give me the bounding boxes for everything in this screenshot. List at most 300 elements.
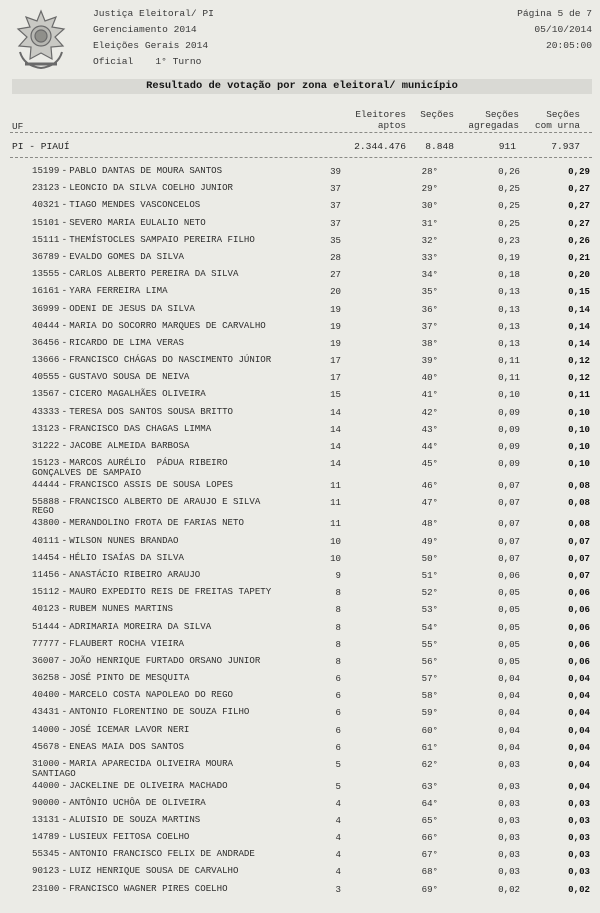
row-name: LEONCIO DA SILVA COELHO JUNIOR [69,182,234,194]
row-percent-aggregated: 0,07 [498,535,520,547]
row-rank: 63° [421,780,438,792]
table-row [0,739,600,756]
row-votes: 4 [335,849,341,861]
row-name: JOÃO HENRIQUE FURTADO ORSANO JUNIOR [69,654,261,666]
row-candidate [32,355,322,365]
row-name: GUSTAVO SOUSA DE NEIVA [69,371,190,383]
row-code: 13555 [32,268,60,280]
row-votes: 19 [330,303,341,315]
row-code: 40400 [32,689,60,701]
row-votes: 6 [335,741,341,753]
row-name: JACOBE ALMEIDA BARBOSA [69,440,190,451]
row-separator: - [61,551,68,563]
row-code: 40321 [32,199,60,211]
row-rank: 34° [421,269,438,281]
row-votes: 8 [335,655,341,667]
col-header-sections: Seções [420,109,454,120]
table-row [0,421,600,438]
row-name: CARLOS ALBERTO PEREIRA DA SILVA [69,268,239,280]
row-candidate [32,832,322,842]
row-votes: 39 [330,166,341,177]
round-label: 1° Turno [155,56,202,67]
col-header-voters-line1: Eleitores [355,109,406,120]
row-code: 55888 [32,495,60,507]
row-rank: 58° [421,690,438,702]
row-name-continued: REGO [32,505,54,517]
row-percent-with-urn: 0,15 [568,286,590,298]
state-total-label: PI - PIAUÍ [12,141,70,152]
row-name: ANASTÁCIO RIBEIRO ARAUJO [69,568,201,580]
row-percent-aggregated: 0,25 [498,217,520,229]
organization-name: Justiça Eleitoral/ PI [93,8,214,19]
table-row [0,352,600,369]
col-header-with-urn-line1: Seções [546,109,580,120]
row-votes: 4 [335,832,341,844]
row-separator: - [61,233,68,245]
table-row [0,232,600,249]
row-rank: 38° [421,337,438,349]
row-votes: 19 [330,337,341,349]
row-votes: 37 [330,200,341,212]
row-code: 90123 [32,865,60,877]
row-percent-with-urn: 0,06 [568,621,590,633]
row-separator: - [61,654,68,666]
row-percent-with-urn: 0,04 [568,690,590,702]
row-rank: 49° [421,535,438,547]
row-rank: 37° [421,320,438,332]
row-separator: - [61,216,68,228]
row-code: 36258 [32,672,60,684]
table-row [0,404,600,421]
row-code: 43800 [32,517,60,529]
table-row [0,619,600,636]
row-rank: 40° [421,372,438,384]
row-separator: - [61,586,68,598]
row-name: PABLO DANTAS DE MOURA SANTOS [69,165,223,176]
row-percent-with-urn: 0,04 [568,759,590,770]
row-votes: 5 [335,780,341,792]
row-separator: - [61,706,68,718]
row-percent-with-urn: 0,04 [568,707,590,719]
table-row [0,180,600,197]
row-percent-aggregated: 0,09 [498,441,520,452]
row-code: 77777 [32,637,60,649]
row-rank: 36° [421,303,438,315]
row-code: 15112 [32,586,60,598]
row-code: 43431 [32,706,60,718]
table-row [0,533,600,550]
row-separator: - [61,422,68,434]
row-percent-aggregated: 0,02 [498,883,520,895]
table-row [0,778,600,795]
row-candidate [32,458,322,477]
row-rank: 64° [421,797,438,809]
row-rank: 44° [421,441,438,452]
row-votes: 4 [335,866,341,878]
status-label: Oficial [93,56,134,67]
row-name: MERANDOLINO FROTA DE FARIAS NETO [69,517,244,529]
table-row [0,601,600,618]
coat-of-arms-logo [10,8,72,72]
row-rank: 68° [421,866,438,878]
table-row [0,301,600,318]
row-percent-aggregated: 0,26 [498,166,520,177]
row-votes: 14 [330,458,341,470]
row-candidate [32,497,322,516]
row-separator: - [61,319,68,331]
row-percent-aggregated: 0,09 [498,406,520,418]
row-name: FRANCISCO CHÁGAS DO NASCIMENTO JÚNIOR [69,354,272,366]
row-percent-with-urn: 0,10 [568,441,590,452]
row-code: 36999 [32,302,60,314]
row-candidate [32,866,322,876]
col-header-aggregated [455,109,519,131]
row-separator: - [61,268,68,280]
system-name: Gerenciamento 2014 [93,24,197,35]
row-votes: 14 [330,406,341,418]
row-percent-aggregated: 0,03 [498,759,520,770]
row-candidate [32,536,322,546]
row-rank: 56° [421,655,438,667]
row-candidate [32,166,322,176]
row-code: 13131 [32,813,60,825]
row-votes: 3 [335,883,341,895]
row-candidate [32,235,322,245]
row-separator: - [61,517,68,529]
row-rank: 57° [421,673,438,685]
row-votes: 4 [335,814,341,826]
row-votes: 15 [330,389,341,401]
row-rank: 67° [421,849,438,861]
table-row [0,881,600,898]
row-name: ADRIMARIA MOREIRA DA SILVA [69,620,212,632]
row-percent-with-urn: 0,07 [568,552,590,564]
row-candidate [32,518,322,528]
table-row [0,318,600,335]
row-separator: - [61,603,68,615]
row-rank: 50° [421,552,438,564]
row-candidate [32,372,322,382]
row-percent-aggregated: 0,04 [498,673,520,685]
row-candidate [32,656,322,666]
row-separator: - [61,354,68,366]
row-rank: 69° [421,883,438,895]
row-separator: - [61,250,68,262]
row-candidate [32,480,322,490]
row-rank: 66° [421,832,438,844]
row-candidate [32,389,322,399]
row-separator: - [61,723,68,735]
row-percent-with-urn: 0,27 [568,183,590,195]
row-separator: - [61,848,68,860]
table-row [0,636,600,653]
row-percent-with-urn: 0,04 [568,780,590,792]
row-code: 13123 [32,422,60,434]
row-separator: - [61,388,68,400]
row-code: 13666 [32,354,60,366]
row-votes: 8 [335,638,341,650]
row-percent-with-urn: 0,03 [568,849,590,861]
row-percent-with-urn: 0,14 [568,337,590,349]
row-name: ANTONIO FLORENTINO DE SOUZA FILHO [69,706,250,718]
row-votes: 14 [330,423,341,435]
row-candidate [32,338,322,348]
row-percent-aggregated: 0,04 [498,690,520,702]
row-separator: - [61,440,68,451]
row-separator: - [61,779,68,791]
table-row [0,163,600,180]
row-percent-with-urn: 0,10 [568,423,590,435]
table-row [0,215,600,232]
row-code: 14000 [32,723,60,735]
table-row [0,369,600,386]
table-row [0,266,600,283]
row-percent-aggregated: 0,11 [498,355,520,367]
row-name: FRANCISCO WAGNER PIRES COELHO [69,882,228,894]
row-separator: - [61,796,68,808]
row-separator: - [61,758,68,769]
table-row [0,863,600,880]
row-rank: 42° [421,406,438,418]
row-percent-aggregated: 0,04 [498,724,520,736]
table-row [0,687,600,704]
row-name: YARA FERREIRA LIMA [69,285,168,297]
row-percent-aggregated: 0,05 [498,604,520,616]
col-header-with-urn-line2: com urna [534,120,580,131]
table-row [0,494,600,516]
row-separator: - [61,336,68,348]
row-votes: 10 [330,552,341,564]
row-candidate [32,849,322,859]
col-header-voters [340,109,406,131]
row-percent-with-urn: 0,08 [568,518,590,530]
row-percent-with-urn: 0,12 [568,372,590,384]
row-separator: - [61,199,68,211]
row-percent-with-urn: 0,10 [568,458,590,470]
row-name: MARCOS AURÉLIO PÁDUA RIBEIRO [69,457,228,469]
table-row [0,455,600,477]
row-rank: 41° [421,389,438,401]
row-rank: 51° [421,569,438,581]
row-candidate [32,218,322,228]
row-candidate [32,553,322,563]
row-name: ANTÔNIO UCHÔA DE OLIVEIRA [69,796,206,808]
row-candidate [32,183,322,193]
row-code: 15199 [32,165,60,176]
row-candidate [32,639,322,649]
row-percent-with-urn: 0,04 [568,724,590,736]
row-votes: 8 [335,621,341,633]
row-name: RICARDO DE LIMA VERAS [69,336,184,348]
table-row [0,756,600,778]
row-candidate [32,570,322,580]
row-candidate [32,304,322,314]
row-candidate [32,707,322,717]
row-votes: 6 [335,690,341,702]
table-row [0,438,600,455]
row-candidate [32,604,322,614]
row-candidate [32,441,322,451]
row-separator: - [61,865,68,877]
row-votes: 14 [330,441,341,452]
row-percent-with-urn: 0,04 [568,673,590,685]
row-rank: 31° [421,217,438,229]
row-votes: 17 [330,355,341,367]
row-percent-with-urn: 0,21 [568,251,590,263]
col-header-uf: UF [12,121,24,132]
row-rank: 60° [421,724,438,736]
table-row [0,584,600,601]
row-name: HÉLIO ISAÍAS DA SILVA [69,551,184,563]
row-name: CICERO MAGALHÃES OLIVEIRA [69,388,206,400]
row-percent-with-urn: 0,06 [568,587,590,599]
row-name: MARIA APARECIDA OLIVEIRA MOURA [69,758,234,769]
col-header-aggregated-line1: Seções [485,109,519,120]
table-row [0,550,600,567]
row-percent-aggregated: 0,06 [498,569,520,581]
row-percent-with-urn: 0,03 [568,814,590,826]
report-header-right [517,6,592,54]
col-header-aggregated-line2: agregadas [468,120,519,131]
row-candidate [32,759,322,778]
row-code: 40111 [32,534,60,546]
row-percent-with-urn: 0,14 [568,303,590,315]
row-candidate [32,622,322,632]
state-total-voters: 2.344.476 [354,141,406,152]
row-votes: 5 [335,759,341,770]
row-percent-with-urn: 0,11 [568,389,590,401]
row-percent-with-urn: 0,06 [568,638,590,650]
row-name: ODENI DE JESUS DA SILVA [69,302,195,314]
row-percent-aggregated: 0,13 [498,320,520,332]
row-separator: - [61,457,68,469]
row-code: 14454 [32,551,60,563]
row-rank: 28° [421,166,438,177]
row-votes: 37 [330,183,341,195]
row-separator: - [61,882,68,894]
row-name: MARIA DO SOCORRO MARQUES DE CARVALHO [69,319,266,331]
row-rank: 30° [421,200,438,212]
row-candidate [32,424,322,434]
row-percent-aggregated: 0,05 [498,621,520,633]
table-row [0,249,600,266]
row-percent-with-urn: 0,14 [568,320,590,332]
row-name: RUBEM NUNES MARTINS [69,603,173,615]
row-separator: - [61,637,68,649]
row-code: 15111 [32,233,60,245]
row-percent-with-urn: 0,03 [568,866,590,878]
row-votes: 11 [330,479,341,491]
row-percent-aggregated: 0,07 [498,518,520,530]
row-code: 15101 [32,216,60,228]
table-row [0,722,600,739]
row-votes: 28 [330,251,341,263]
election-name: Eleições Gerais 2014 [93,40,209,51]
row-code: 55345 [32,848,60,860]
row-separator: - [61,534,68,546]
row-votes: 6 [335,707,341,719]
row-percent-aggregated: 0,13 [498,303,520,315]
row-percent-with-urn: 0,02 [568,883,590,895]
row-rank: 46° [421,479,438,491]
row-votes: 20 [330,286,341,298]
row-percent-aggregated: 0,07 [498,552,520,564]
state-total-with-urn: 7.937 [551,141,580,152]
row-code: 36456 [32,336,60,348]
row-separator: - [61,405,68,417]
row-candidate [32,587,322,597]
row-rank: 35° [421,286,438,298]
row-code: 40123 [32,603,60,615]
row-percent-with-urn: 0,04 [568,741,590,753]
row-name: EVALDO GOMES DA SILVA [69,250,184,262]
row-percent-aggregated: 0,19 [498,251,520,263]
row-separator: - [61,495,68,507]
row-candidate [32,407,322,417]
row-candidate [32,798,322,808]
row-percent-with-urn: 0,07 [568,535,590,547]
row-percent-aggregated: 0,25 [498,183,520,195]
row-name: THEMÍSTOCLES SAMPAIO PEREIRA FILHO [69,233,255,245]
row-votes: 6 [335,724,341,736]
row-percent-with-urn: 0,03 [568,832,590,844]
col-header-voters-line2: aptos [377,120,406,131]
row-percent-aggregated: 0,03 [498,832,520,844]
row-percent-aggregated: 0,04 [498,707,520,719]
row-candidate [32,884,322,894]
row-name: LUSIEUX FEITOSA COELHO [69,831,190,843]
row-code: 14789 [32,831,60,843]
row-code: 90000 [32,796,60,808]
row-rank: 54° [421,621,438,633]
table-row [0,846,600,863]
row-rank: 45° [421,458,438,470]
row-votes: 9 [335,569,341,581]
row-rank: 52° [421,587,438,599]
row-candidate [32,286,322,296]
row-code: 23123 [32,182,60,194]
table-row [0,670,600,687]
row-votes: 19 [330,320,341,332]
row-votes: 37 [330,217,341,229]
row-rank: 33° [421,251,438,263]
row-votes: 17 [330,372,341,384]
row-code: 15123 [32,457,60,469]
row-rank: 47° [421,496,438,508]
row-percent-with-urn: 0,03 [568,797,590,809]
row-percent-aggregated: 0,03 [498,797,520,809]
state-total-sections: 8.848 [425,141,454,152]
row-code: 36007 [32,654,60,666]
row-percent-aggregated: 0,03 [498,780,520,792]
row-percent-with-urn: 0,06 [568,655,590,667]
row-code: 44000 [32,779,60,791]
row-votes: 11 [330,518,341,530]
row-percent-aggregated: 0,07 [498,496,520,508]
row-rank: 48° [421,518,438,530]
row-name: ENEAS MAIA DOS SANTOS [69,740,184,752]
row-percent-aggregated: 0,13 [498,286,520,298]
row-percent-aggregated: 0,09 [498,458,520,470]
row-percent-aggregated: 0,13 [498,337,520,349]
report-header-left [93,6,214,70]
row-separator: - [61,620,68,632]
row-percent-with-urn: 0,06 [568,604,590,616]
row-code: 40444 [32,319,60,331]
row-separator: - [61,182,68,194]
row-code: 51444 [32,620,60,632]
row-candidate [32,815,322,825]
